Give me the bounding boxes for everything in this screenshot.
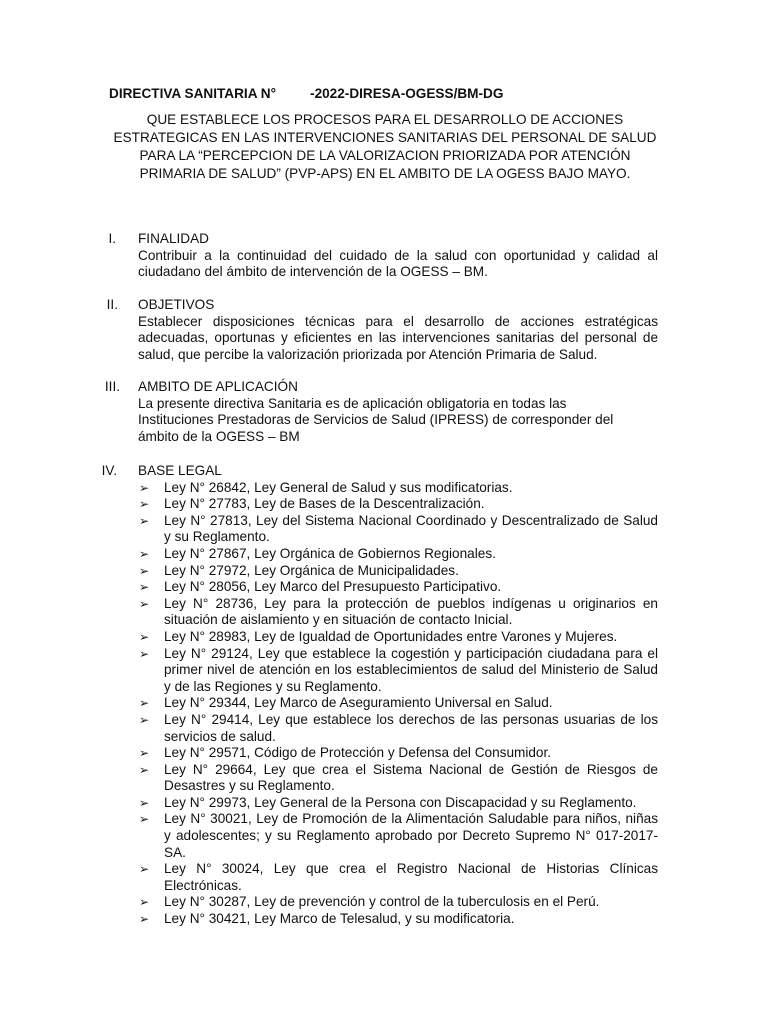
section-heading: FINALIDAD [138, 231, 210, 246]
list-item [138, 480, 658, 497]
arrow-bullet-icon: ➢ [139, 795, 150, 810]
list-item [138, 894, 658, 911]
list-item [138, 496, 658, 513]
section-text: Establecer disposiciones técnicas para el desarrollo de acciones estratégicas adecuadas, oportunas y eficientes en las intervenciones sanitarias del personal de salud, que percibe la valorización priorizada por Atención Primaria de Salud. [138, 313, 658, 362]
law-text: Ley N° 29414, Ley que establece los derechos de las personas usuarias de los servicios de salud. [164, 711, 658, 744]
law-text: Ley N° 27813, Ley del Sistema Nacional Coordinado y Descentralizado de Salud y su Reglamento. [164, 512, 658, 545]
list-item [138, 563, 658, 580]
arrow-bullet-icon: ➢ [139, 546, 150, 561]
arrow-bullet-icon: ➢ [139, 862, 150, 877]
arrow-bullet-icon: ➢ [139, 480, 150, 495]
law-text: Ley N° 28056, Ley Marco del Presupuesto Participativo. [164, 579, 502, 595]
section-number: IV. [101, 463, 117, 478]
law-text: Ley N° 28736, Ley para la protección de pueblos indígenas u originarios en situación de aislamiento y en situación de contacto Inicial. [164, 595, 658, 628]
arrow-bullet-icon: ➢ [139, 580, 150, 595]
list-item [138, 579, 658, 596]
law-text: Ley N° 29124, Ley que establece la cogestión y participación ciudadana para el primer nivel de atención en los establecimientos de salud del Ministerio de Salud y de las Regiones y su Reglamento. [164, 645, 658, 694]
list-item [138, 911, 658, 928]
law-text: Ley N° 30421, Ley Marco de Telesalud, y su modificatoria. [164, 911, 515, 927]
law-text: Ley N° 27783, Ley de Bases de la Descentralización. [164, 496, 485, 512]
law-text: Ley N° 26842, Ley General de Salud y sus modificatorias. [164, 479, 513, 495]
list-item [138, 745, 658, 762]
arrow-bullet-icon: ➢ [139, 812, 150, 827]
law-text: Ley N° 29664, Ley que crea el Sistema Nacional de Gestión de Riesgos de Desastres y su Reglamento. [164, 761, 658, 794]
law-text: Ley N° 29973, Ley General de la Persona con Discapacidad y su Reglamento. [164, 794, 637, 810]
law-text: Ley N° 30024, Ley que crea el Registro Nacional de Historias Clínicas Electrónicas. [164, 861, 658, 893]
section-heading: BASE LEGAL [138, 463, 222, 478]
arrow-bullet-icon: ➢ [139, 696, 150, 711]
law-text: Ley N° 29571, Código de Protección y Defensa del Consumidor. [164, 745, 552, 761]
arrow-bullet-icon: ➢ [139, 746, 150, 761]
document-subtitle: QUE ESTABLECE LOS PROCESOS PARA EL DESARROLLO DE ACCIONES ESTRATEGICAS EN LAS INTERVENCIONES SANITARIAS DEL PERSONAL DE SALUD PARA LA “PERCEPCION DE LA VALORIZACION PRIORIZADA POR ATENCIÓN PRIMARIA DE SALUD” (PVP-APS) EN EL AMBITO DE LA OGESS BAJO MAYO. [113, 112, 657, 181]
section-body [138, 297, 658, 363]
section-text: Contribuir a la continuidad del cuidado de la salud con oportunidad y calidad al ciudadano del ámbito de intervención de la OGESS – BM. [138, 247, 658, 280]
document-title: DIRECTIVA SANITARIA N° -2022-DIRESA-OGESS/BM-DG [109, 86, 504, 101]
arrow-bullet-icon: ➢ [139, 513, 150, 528]
section-body [138, 463, 658, 480]
list-item [138, 695, 658, 712]
section-body [138, 231, 658, 281]
section-number: I. [108, 231, 116, 246]
list-item [138, 546, 658, 563]
list-item [138, 513, 658, 546]
law-text: Ley N° 30021, Ley de Promoción de la Alimentación Saludable para niños, niñas y adolescentes; y su Reglamento aprobado por Decreto Supremo N° 017-2017-SA. [164, 811, 658, 860]
arrow-bullet-icon: ➢ [139, 629, 150, 644]
arrow-bullet-icon: ➢ [139, 563, 150, 578]
list-item [138, 596, 658, 629]
section-number: III. [104, 379, 120, 394]
list-item [138, 646, 658, 696]
arrow-bullet-icon: ➢ [139, 762, 150, 777]
arrow-bullet-icon: ➢ [139, 712, 150, 727]
law-list [138, 480, 658, 928]
list-item [138, 811, 658, 861]
list-item [138, 712, 658, 745]
list-item [138, 629, 658, 646]
section-body [138, 379, 658, 445]
law-text: Ley N° 30287, Ley de prevención y control de la tuberculosis en el Perú. [164, 894, 600, 910]
law-text: Ley N° 27972, Ley Orgánica de Municipalidades. [164, 562, 459, 578]
law-text: Ley N° 28983, Ley de Igualdad de Oportunidades entre Varones y Mujeres. [164, 628, 618, 644]
arrow-bullet-icon: ➢ [139, 895, 150, 910]
law-text: Ley N° 29344, Ley Marco de Aseguramiento Universal en Salud. [164, 695, 553, 711]
arrow-bullet-icon: ➢ [139, 596, 150, 611]
section-heading: OBJETIVOS [138, 297, 215, 312]
arrow-bullet-icon: ➢ [139, 912, 150, 927]
arrow-bullet-icon: ➢ [139, 497, 150, 512]
arrow-bullet-icon: ➢ [139, 646, 150, 661]
law-text: Ley N° 27867, Ley Orgánica de Gobiernos Regionales. [164, 545, 496, 561]
list-item [138, 861, 658, 894]
list-item [138, 795, 658, 812]
section-number: II. [106, 297, 118, 312]
section-text: La presente directiva Sanitaria es de aplicación obligatoria en todas las Instituciones Prestadoras de Servicios de Salud (IPRESS) de corresponder del ámbito de la OGESS – BM [138, 395, 614, 444]
section-heading: AMBITO DE APLICACIÓN [138, 379, 298, 394]
list-item [138, 762, 658, 795]
